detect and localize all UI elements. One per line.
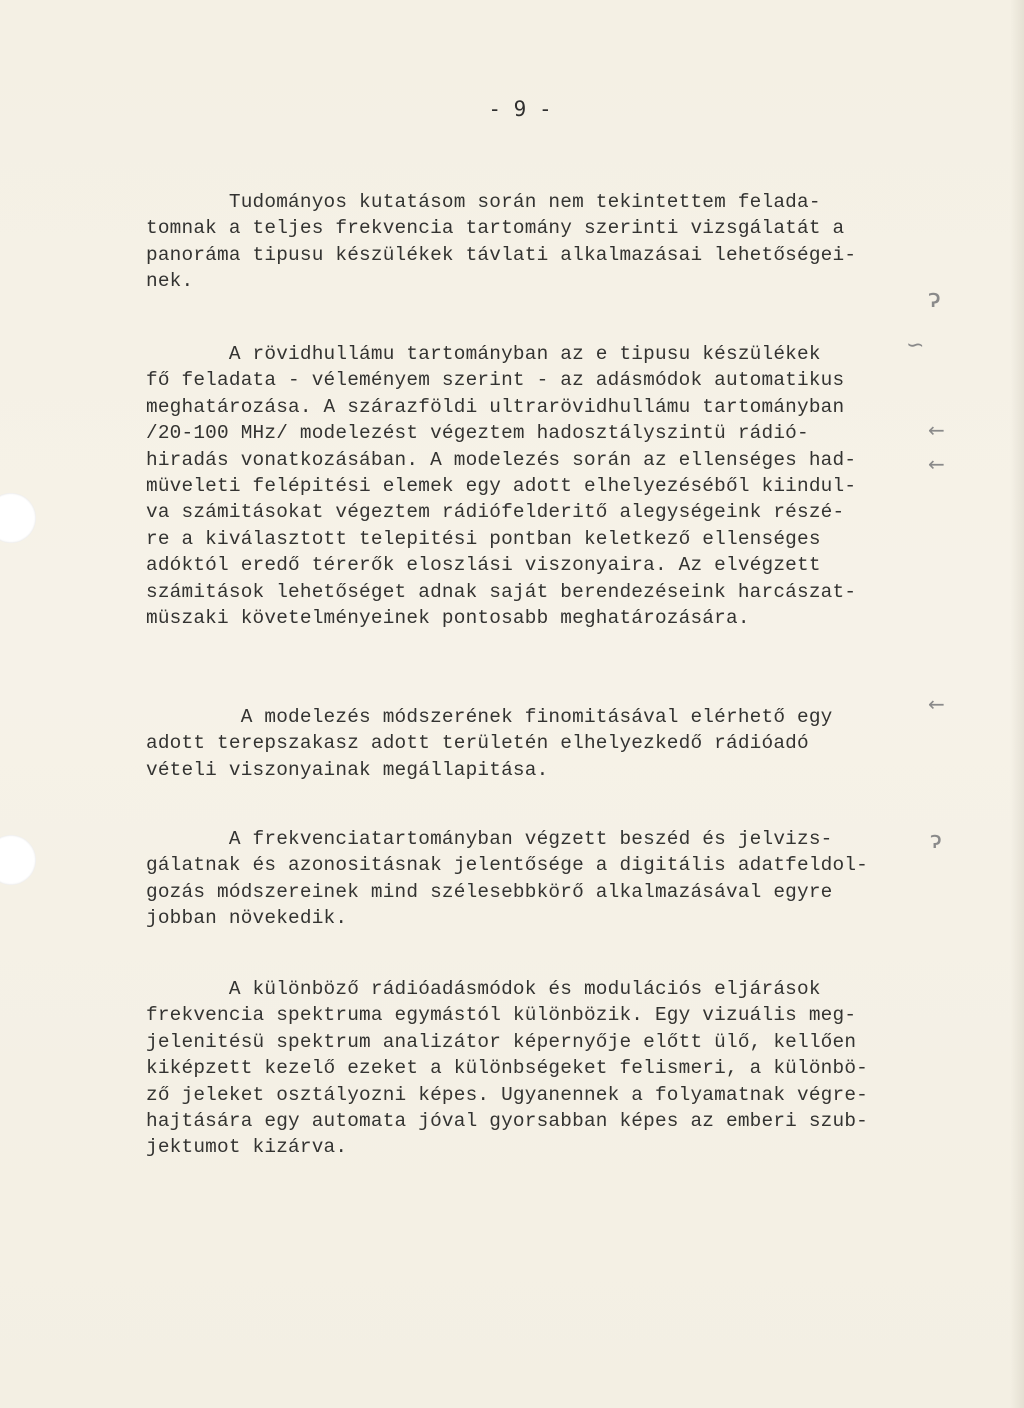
margin-arrow-mark: ← bbox=[928, 452, 945, 476]
text-line: nek. bbox=[146, 270, 194, 293]
text-line: ző jeleket osztályozni képes. Ugyanennek a folyamatnak végre- bbox=[146, 1083, 869, 1106]
text-line: müveleti felépitési elemek egy adott elhelyezéséből kiindul- bbox=[146, 475, 857, 498]
text-line: /20-100 MHz/ modelezést végeztem hadosztályszintü rádió- bbox=[146, 422, 809, 445]
text-line: müszaki követelményeinek pontosabb meghatározására. bbox=[146, 607, 750, 630]
text-line: meghatározása. A szárazföldi ultrarövidhullámu tartományban bbox=[146, 395, 845, 418]
text-line: gálatnak és azonositásnak jelentősége a digitális adatfeldol- bbox=[146, 854, 869, 877]
paragraph-5 bbox=[146, 976, 906, 1161]
text-line: vételi viszonyainak megállapitása. bbox=[146, 758, 549, 781]
page-number: - 9 - bbox=[488, 97, 552, 121]
text-line: kiképzett kezelő ezeket a különbségeket felismeri, a különbö- bbox=[146, 1057, 869, 1080]
text-line: jektumot kizárva. bbox=[146, 1136, 348, 1159]
paragraph-4 bbox=[146, 826, 906, 932]
punch-hole bbox=[0, 493, 36, 543]
text-line: jobban növekedik. bbox=[146, 907, 348, 930]
text-line: jelenitésü spektrum analizátor képernyője előtt ülő, kellően bbox=[146, 1030, 857, 1053]
text-line: hiradás vonatkozásában. A modelezés során az ellenséges had- bbox=[146, 448, 857, 471]
text-line: adott terepszakasz adott területén elhelyezkedő rádióadó bbox=[146, 732, 809, 755]
paper-edge-shadow bbox=[1010, 0, 1024, 1408]
text-line: re a kiválasztott telepitési pontban keletkező ellenséges bbox=[146, 527, 821, 550]
text-line: Tudományos kutatásom során nem tekintettem felada- bbox=[146, 191, 821, 213]
text-line: A különböző rádióadásmódok és modulációs eljárások bbox=[146, 978, 821, 1000]
text-line: tomnak a teljes frekvencia tartomány szerinti vizsgálatát a bbox=[146, 217, 845, 240]
margin-arrow-mark: ← bbox=[928, 692, 945, 716]
text-line: számitások lehetőséget adnak saját berendezéseink harcászat- bbox=[146, 580, 857, 603]
text-line: A modelezés módszerének finomitásával elérhető egy bbox=[146, 706, 833, 728]
paragraph-3 bbox=[146, 704, 906, 783]
text-line: hajtására egy automata jóval gyorsabban képes az emberi szub- bbox=[146, 1110, 869, 1133]
margin-squiggle-mark: ∽ bbox=[906, 333, 925, 358]
text-line: A frekvenciatartományban végzett beszéd és jelvizs- bbox=[146, 828, 833, 850]
text-line: fő feladata - véleményem szerint - az adásmódok automatikus bbox=[146, 369, 845, 392]
paragraph-1 bbox=[146, 189, 906, 295]
text-line: panoráma tipusu készülékek távlati alkalmazásai lehetőségei- bbox=[146, 243, 857, 266]
text-line: adóktól eredő térerők eloszlási viszonyaira. Az elvégzett bbox=[146, 554, 821, 577]
text-line: gozás módszereinek mind szélesebbkörő alkalmazásával egyre bbox=[146, 880, 833, 903]
paragraph-2 bbox=[146, 341, 906, 631]
margin-arrow-mark: ← bbox=[928, 418, 945, 442]
margin-squiggle-mark: ɂ bbox=[930, 826, 942, 854]
punch-hole bbox=[0, 835, 36, 885]
margin-squiggle-mark: ɂ bbox=[928, 284, 941, 314]
text-line: frekvencia spektruma egymástól különbözik. Egy vizuális meg- bbox=[146, 1004, 857, 1027]
text-line: A rövidhullámu tartományban az e tipusu készülékek bbox=[146, 343, 821, 365]
text-line: va számitásokat végeztem rádiófelderitő alegységeink részé- bbox=[146, 501, 845, 524]
